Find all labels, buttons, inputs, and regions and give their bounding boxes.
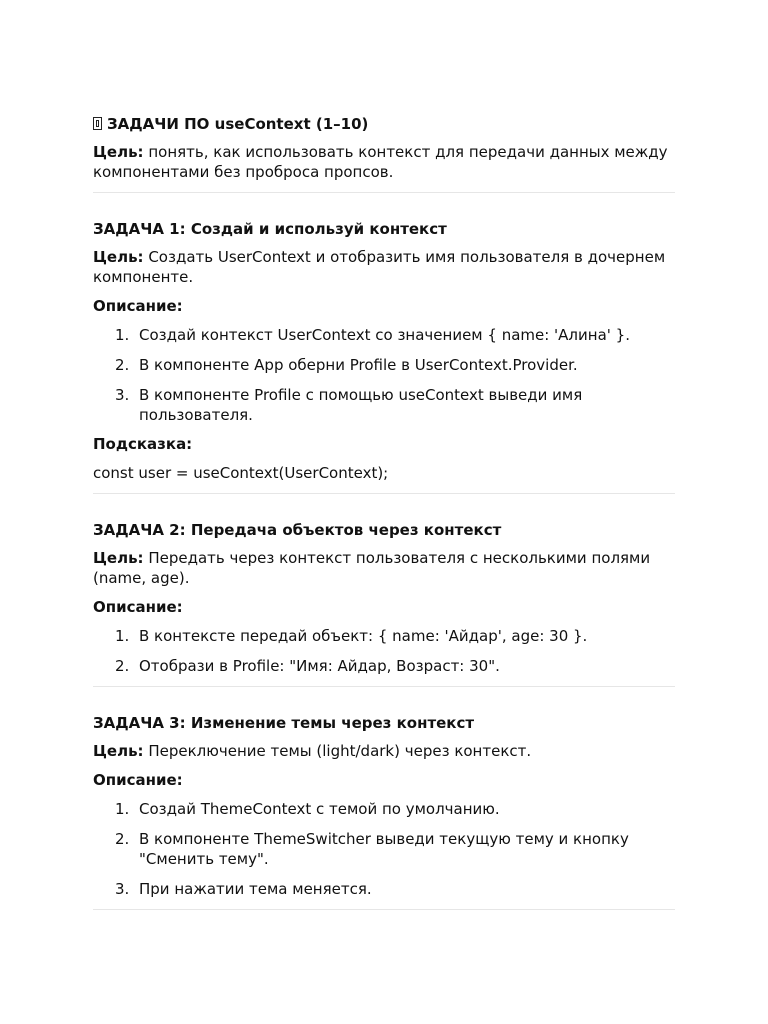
list-item-text: В компоненте App оберни Profile в UserContext.Provider. <box>139 356 578 374</box>
list-item-text: В компоненте Profile с помощью useContext выведи имя пользователя. <box>139 386 583 424</box>
list-item-text: Отобрази в Profile: "Имя: Айдар, Возраст: 30". <box>139 657 500 675</box>
list-item-text: Создай контекст UserContext со значением { name: 'Алина' }. <box>139 326 630 344</box>
task-1-hint-code: const user = useContext(UserContext); <box>93 464 389 482</box>
list-item-text: Создай ThemeContext с темой по умолчанию. <box>139 800 500 818</box>
goal-label: Цель: <box>93 143 144 161</box>
task-1-description-label: Описание: <box>93 297 183 315</box>
list-item <box>93 355 675 375</box>
document-title-text: ЗАДАЧИ ПО useContext (1–10) <box>107 115 369 133</box>
goal-text: Переключение темы (light/dark) через контекст. <box>143 742 532 760</box>
divider <box>93 686 675 687</box>
list-item-text: При нажатии тема меняется. <box>139 880 372 898</box>
task-2-description-label: Описание: <box>93 598 183 616</box>
list-item-number: 3. <box>115 386 130 404</box>
list-item-number: 3. <box>115 880 130 898</box>
divider <box>93 493 675 494</box>
goal-label: Цель: <box>93 248 144 266</box>
list-item-number: 1. <box>115 800 130 818</box>
list-item-text: В контексте передай объект: { name: 'Айдар', age: 30 }. <box>139 627 588 645</box>
task-1-hint-label: Подсказка: <box>93 435 193 453</box>
list-item <box>93 879 675 899</box>
goal-text: Создать UserContext и отобразить имя пользователя в дочернем компоненте. <box>93 248 666 286</box>
goal-label: Цель: <box>93 742 144 760</box>
task-2-steps <box>93 626 675 676</box>
document-goal <box>93 142 675 182</box>
task-3-section <box>93 713 675 899</box>
list-item-number: 2. <box>115 830 130 848</box>
goal-label: Цель: <box>93 549 144 567</box>
list-item <box>93 626 675 646</box>
task-2-title: ЗАДАЧА 2: Передача объектов через контекст <box>93 521 502 539</box>
task-3-steps <box>93 799 675 899</box>
document-title <box>93 114 675 134</box>
list-item <box>93 385 675 425</box>
task-3-goal <box>93 741 675 761</box>
list-item-text: В компоненте ThemeSwitcher выведи текущую тему и кнопку "Сменить тему". <box>139 830 629 868</box>
list-item-number: 2. <box>115 657 130 675</box>
goal-text: понять, как использовать контекст для передачи данных между компонентами без проброса пропсов. <box>93 143 668 181</box>
list-item-number: 1. <box>115 627 130 645</box>
task-3-title: ЗАДАЧА 3: Изменение темы через контекст <box>93 714 475 732</box>
divider <box>93 192 675 193</box>
task-2-goal <box>93 548 675 588</box>
task-1-section <box>93 219 675 483</box>
list-item <box>93 829 675 869</box>
task-1-title: ЗАДАЧА 1: Создай и используй контекст <box>93 220 447 238</box>
list-item <box>93 325 675 345</box>
document-content <box>93 114 675 910</box>
task-3-description-label: Описание: <box>93 771 183 789</box>
task-1-goal <box>93 247 675 287</box>
list-item-number: 2. <box>115 356 130 374</box>
task-2-section <box>93 520 675 676</box>
list-item <box>93 799 675 819</box>
divider <box>93 909 675 910</box>
missing-glyph-icon <box>93 117 102 130</box>
task-1-steps <box>93 325 675 425</box>
list-item <box>93 656 675 676</box>
list-item-number: 1. <box>115 326 130 344</box>
goal-text: Передать через контекст пользователя с несколькими полями (name, age). <box>93 549 651 587</box>
